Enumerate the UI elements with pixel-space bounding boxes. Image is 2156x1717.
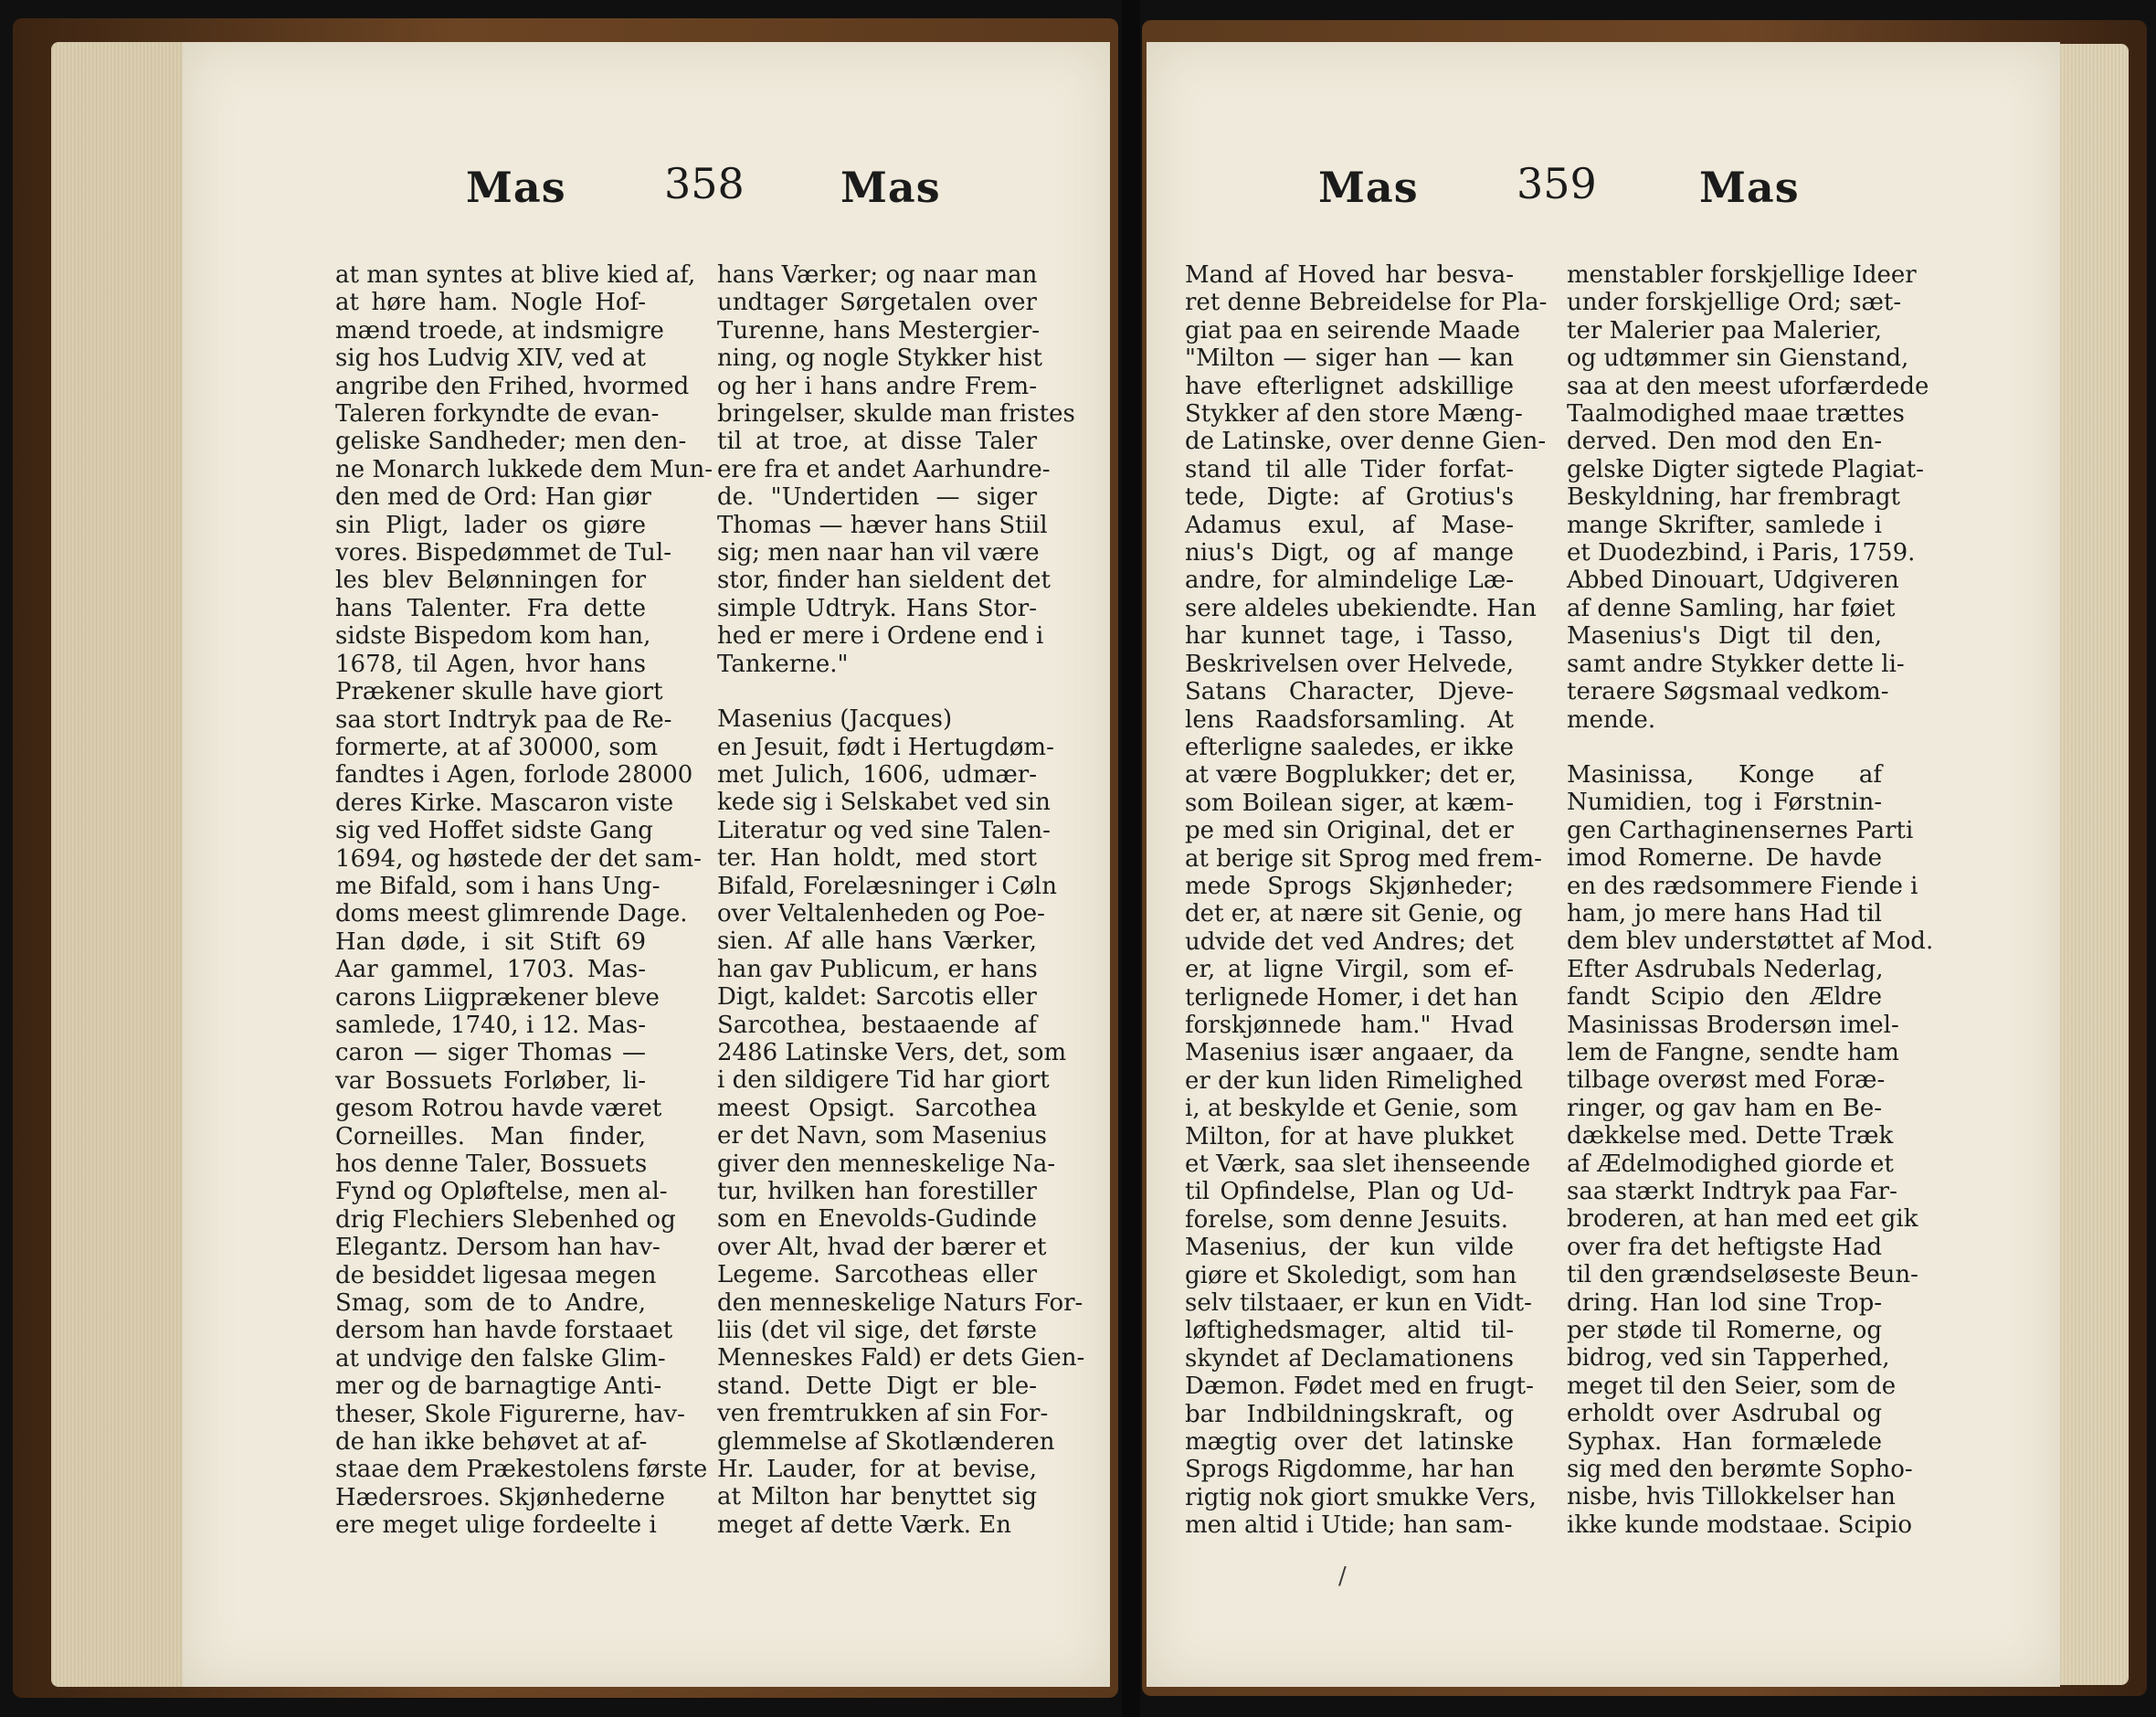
- text-line: at man syntes at blive kied af,: [335, 261, 696, 289]
- text-line: Beskrivelsen over Helvede,: [1185, 650, 1514, 678]
- paragraph-gap: [717, 678, 1037, 705]
- text-line: Turenne, hans Mestergier-: [717, 316, 1041, 344]
- text-line: Taalmodighed maae trættes: [1567, 400, 1905, 429]
- text-line: mægtig over det latinske: [1185, 1428, 1514, 1457]
- text-line: selv tilstaaer, er kun en Vidt-: [1185, 1289, 1532, 1318]
- text-line: til at troe, at disse Taler: [717, 428, 1037, 456]
- text-line: glemmelse af Skotlænderen: [717, 1427, 1055, 1456]
- text-line: sidste Bispedom kom han,: [335, 622, 651, 651]
- text-line: ne Monarch lukkede dem Mun-: [335, 455, 713, 483]
- text-line: og her i hans andre Frem-: [717, 372, 1037, 400]
- text-line: har kunnet tage, i Tasso,: [1185, 622, 1514, 651]
- text-line: Masenius især angaaer, da: [1185, 1039, 1514, 1067]
- text-line: lem de Fangne, sendte ham: [1567, 1038, 1899, 1066]
- text-line: Taleren forkyndte de evan-: [335, 400, 660, 429]
- text-line: gen Carthaginensernes Parti: [1567, 816, 1914, 844]
- text-line: caron — siger Thomas —: [335, 1039, 646, 1067]
- text-line: stor, finder han sieldent det: [717, 567, 1051, 595]
- text-line: at Milton har benyttet sig: [717, 1483, 1037, 1511]
- text-line: tur, hvilken han forestiller: [717, 1178, 1037, 1205]
- text-line: Smag, som de to Andre,: [335, 1289, 646, 1318]
- right-running-head-left: Mas: [1318, 163, 1419, 212]
- text-line: kede sig i Selskabet ved sin: [717, 789, 1051, 817]
- text-line: Mand af Hoved har besva-: [1185, 261, 1514, 289]
- text-line: derved. Den mod den En-: [1567, 428, 1882, 456]
- text-line: over Veltalenheden og Poe-: [717, 899, 1045, 927]
- text-line: Tankerne.": [717, 650, 849, 678]
- text-line: ning, og nogle Stykker hist: [717, 344, 1042, 373]
- text-line: formerte, at af 30000, som: [335, 733, 659, 761]
- text-line: som en Enevolds-Gudinde: [717, 1205, 1037, 1234]
- text-line: tilbage overøst med Foræ-: [1567, 1066, 1886, 1095]
- text-line: Sprogs Rigdomme, har han: [1185, 1456, 1515, 1484]
- text-line: en Jesuit, født i Hertugdøm-: [717, 733, 1054, 761]
- text-line: bidrog, ved sin Tapperhed,: [1567, 1344, 1890, 1373]
- text-line: til Opfindelse, Plan og Ud-: [1185, 1178, 1514, 1206]
- text-line: fandt Scipio den Ældre: [1567, 983, 1882, 1012]
- text-line: Syphax. Han formælede: [1567, 1427, 1882, 1456]
- text-line: men altid i Utide; han sam-: [1185, 1511, 1513, 1540]
- text-line: fandtes i Agen, forlode 28000: [335, 761, 693, 790]
- text-line: den menneskelige Naturs For-: [717, 1288, 1083, 1317]
- left-page: [183, 42, 1110, 1687]
- text-line: at høre ham. Nogle Hof-: [335, 289, 646, 317]
- text-line: en des rædsommere Fiende i: [1567, 872, 1918, 900]
- text-line: Masenius's Digt til den,: [1567, 622, 1882, 651]
- text-line: per støde til Romerne, og: [1567, 1317, 1882, 1345]
- text-line: som Boilean siger, at kæm-: [1185, 789, 1514, 817]
- text-line: Numidien, tog i Førstnin-: [1567, 789, 1882, 817]
- text-line: dersom han havde forstaaet: [335, 1317, 673, 1345]
- text-line: ret denne Bebreidelse for Pla-: [1185, 289, 1548, 317]
- text-line: var Bossuets Forløber, li-: [335, 1066, 646, 1095]
- text-line: "Milton — siger han — kan: [1185, 344, 1514, 373]
- text-line: Adamus exul, af Mase-: [1185, 511, 1514, 539]
- paragraph-gap: [1567, 734, 1882, 761]
- text-line: carons Liigprækener bleve: [335, 983, 660, 1012]
- right-page-column-2: [1567, 261, 1934, 1539]
- text-line: ter. Han holdt, med stort: [717, 844, 1037, 873]
- text-line: teraere Søgsmaal vedkom-: [1567, 678, 1889, 706]
- text-line: undtager Sørgetalen over: [717, 289, 1037, 317]
- text-line: nisbe, hvis Tillokkelser han: [1567, 1483, 1896, 1511]
- text-line: af Ædelmodighed giorde et: [1567, 1150, 1894, 1178]
- text-line: saa stort Indtryk paa de Re-: [335, 705, 672, 734]
- text-line: dækkelse med. Dette Træk: [1567, 1122, 1894, 1150]
- text-line: gesom Rotrou havde været: [335, 1095, 662, 1123]
- text-line: 1694, og høstede der det sam-: [335, 844, 702, 873]
- text-line: ere meget ulige fordeelte i: [335, 1511, 657, 1540]
- text-line: de Latinske, over denne Gien-: [1185, 428, 1547, 456]
- book-gutter: [1122, 0, 1140, 1717]
- text-line: imod Romerne. De havde: [1567, 844, 1882, 873]
- text-line: at berige sit Sprog med frem-: [1185, 844, 1542, 873]
- text-line: Han døde, i sit Stift 69: [335, 927, 646, 956]
- text-line: mende.: [1567, 705, 1656, 734]
- text-line: menstabler forskjellige Ideer: [1567, 261, 1917, 289]
- text-line: skyndet af Declamationens: [1185, 1344, 1514, 1373]
- text-line: meget af dette Værk. En: [717, 1510, 1012, 1539]
- text-line: et Værk, saa slet ihenseende: [1185, 1150, 1531, 1178]
- text-line: giøre et Skoledigt, som han: [1185, 1261, 1517, 1289]
- text-line: vores. Bispedømmet de Tul-: [335, 539, 672, 567]
- text-line: giver den menneskelige Na-: [717, 1150, 1056, 1178]
- text-line: ikke kunde modstaae. Scipio: [1567, 1510, 1912, 1539]
- text-line: bringelser, skulde man fristes: [717, 400, 1075, 429]
- text-line: saa stærkt Indtryk paa Far-: [1567, 1178, 1897, 1205]
- text-line: et Duodezbind, i Paris, 1759.: [1567, 539, 1916, 567]
- text-line: erholdt over Asdrubal og: [1567, 1400, 1882, 1428]
- text-line: det er, at nære sit Genie, og: [1185, 900, 1523, 928]
- text-line: theser, Skole Figurerne, hav-: [335, 1400, 685, 1428]
- text-line: de. "Undertiden — siger: [717, 483, 1037, 512]
- right-page-number: 359: [1517, 159, 1597, 208]
- text-line: den med de Ord: Han giør: [335, 483, 651, 512]
- text-line: andre, for almindelige Læ-: [1185, 567, 1514, 595]
- text-line: i den sildigere Tid har giort: [717, 1066, 1050, 1095]
- text-line: er det Navn, som Masenius: [717, 1122, 1047, 1150]
- text-line: Thomas — hæver hans Stiil: [717, 511, 1048, 539]
- text-line: Hr. Lauder, for at bevise,: [717, 1456, 1037, 1484]
- text-line: Legeme. Sarcotheas eller: [717, 1261, 1037, 1289]
- text-line: hans Talenter. Fra dette: [335, 594, 646, 622]
- text-line: Menneskes Fald) er dets Gien-: [717, 1344, 1085, 1373]
- stray-pencil-mark: /: [1338, 1563, 1347, 1590]
- text-line: Abbed Dinouart, Udgiveren: [1567, 567, 1899, 595]
- text-line: have efterlignet adskillige: [1185, 372, 1514, 400]
- text-line: over Alt, hvad der bærer et: [717, 1233, 1047, 1261]
- text-line: de besiddet ligesaa megen: [335, 1261, 657, 1289]
- text-line: sig; men naar han vil være: [717, 539, 1040, 567]
- text-line: sin Pligt, lader os giøre: [335, 511, 646, 539]
- text-line: at være Bogplukker; det er,: [1185, 761, 1517, 790]
- text-line: drig Flechiers Slebenhed og: [335, 1205, 676, 1234]
- text-line: er, at ligne Virgil, som ef-: [1185, 956, 1514, 984]
- text-line: sig med den berømte Sopho-: [1567, 1456, 1913, 1484]
- text-line: ham, jo mere hans Had til: [1567, 899, 1882, 927]
- text-line: terlignede Homer, i det han: [1185, 983, 1518, 1012]
- text-line: sien. Af alle hans Værker,: [717, 927, 1037, 956]
- left-running-head-right: Mas: [840, 163, 941, 212]
- text-line: Masinissa, Konge af: [1567, 760, 1882, 789]
- text-line: Aar gammel, 1703. Mas-: [335, 956, 646, 984]
- text-line: lens Raadsforsamling. At: [1185, 705, 1514, 734]
- text-line: han gav Publicum, er hans: [717, 955, 1038, 983]
- text-line: saa at den meest uforfærdede: [1567, 372, 1929, 400]
- text-line: Satans Character, Djeve-: [1185, 678, 1514, 706]
- text-line: dem blev understøttet af Mod.: [1567, 927, 1934, 956]
- text-line: Digt, kaldet: Sarcotis eller: [717, 983, 1037, 1012]
- text-line: sig ved Hoffet sidste Gang: [335, 817, 653, 845]
- text-line: les blev Belønningen for: [335, 567, 646, 595]
- text-line: tede, Digte: af Grotius's: [1185, 483, 1514, 512]
- text-line: Stykker af den store Mæng-: [1185, 400, 1523, 429]
- text-line: pe med sin Original, det er: [1185, 817, 1514, 845]
- text-line: løftighedsmager, altid til-: [1185, 1317, 1514, 1345]
- text-line: efterligne saaledes, er ikke: [1185, 733, 1514, 761]
- text-line: doms meest glimrende Dage.: [335, 900, 688, 928]
- left-page-column-1: [335, 261, 713, 1540]
- text-line: met Julich, 1606, udmær-: [717, 760, 1037, 789]
- text-line: broderen, at han med eet gik: [1567, 1205, 1918, 1234]
- text-line: mange Skrifter, samlede i: [1567, 511, 1882, 539]
- text-line: forelse, som denne Jesuits.: [1185, 1205, 1509, 1234]
- text-line: bar Indbildningskraft, og: [1185, 1400, 1514, 1428]
- left-page-number: 358: [664, 159, 745, 208]
- text-line: nius's Digt, og af mange: [1185, 539, 1514, 567]
- text-line: Literatur og ved sine Talen-: [717, 816, 1051, 844]
- text-line: mer og de barnagtige Anti-: [335, 1373, 662, 1401]
- text-line: simple Udtryk. Hans Stor-: [717, 594, 1037, 622]
- text-line: sig hos Ludvig XIV, ved at: [335, 344, 646, 373]
- text-line: Sarcothea, bestaaende af: [717, 1011, 1037, 1039]
- text-line: deres Kirke. Mascaron viste: [335, 789, 674, 817]
- text-line: samlede, 1740, i 12. Mas-: [335, 1011, 646, 1039]
- text-line: Masenius (Jacques): [717, 705, 953, 734]
- text-line: Masinissas Brodersøn imel-: [1567, 1011, 1899, 1039]
- text-line: gelske Digter sigtede Plagiat-: [1567, 455, 1924, 483]
- text-line: meest Opsigt. Sarcothea: [717, 1094, 1037, 1122]
- text-line: giat paa en seirende Maade: [1185, 316, 1521, 344]
- text-line: mænd troede, at indsmigre: [335, 316, 664, 344]
- text-line: Dæmon. Fødet med en frugt-: [1185, 1373, 1534, 1401]
- text-line: meget til den Seier, som de: [1567, 1372, 1897, 1400]
- text-line: angribe den Frihed, hvormed: [335, 372, 690, 400]
- text-line: at undvige den falske Glim-: [335, 1344, 666, 1373]
- text-line: stand til alle Tider forfat-: [1185, 455, 1514, 483]
- text-line: og udtømmer sin Gienstand,: [1567, 344, 1909, 373]
- text-line: udvide det ved Andres; det: [1185, 927, 1514, 956]
- text-line: over fra det heftigste Had: [1567, 1233, 1882, 1261]
- text-line: Masenius, der kun vilde: [1185, 1234, 1514, 1262]
- text-line: staae dem Prækestolens første: [335, 1456, 708, 1484]
- text-line: de han ikke behøvet at af-: [335, 1428, 648, 1457]
- right-page-column-1: [1185, 261, 1548, 1540]
- text-line: Elegantz. Dersom han hav-: [335, 1234, 661, 1262]
- text-line: dring. Han lod sine Trop-: [1567, 1288, 1882, 1317]
- text-line: samt andre Stykker dette li-: [1567, 650, 1905, 678]
- text-line: Prækener skulle have giort: [335, 678, 663, 706]
- text-line: hans Værker; og naar man: [717, 261, 1038, 289]
- text-line: geliske Sandheder; men den-: [335, 428, 687, 456]
- text-line: mede Sprogs Skjønheder;: [1185, 872, 1514, 900]
- left-running-head-left: Mas: [466, 163, 566, 212]
- text-line: af denne Samling, har føiet: [1567, 594, 1896, 622]
- text-line: 1678, til Agen, hvor hans: [335, 650, 646, 678]
- text-line: Bifald, Forelæsninger i Cøln: [717, 872, 1057, 900]
- right-running-head-right: Mas: [1699, 163, 1800, 212]
- text-line: me Bifald, som i hans Ung-: [335, 872, 661, 900]
- text-line: liis (det vil sige, det første: [717, 1317, 1037, 1345]
- text-line: hos denne Taler, Bossuets: [335, 1150, 648, 1178]
- text-line: ere fra et andet Aarhundre-: [717, 455, 1051, 483]
- text-line: Efter Asdrubals Nederlag,: [1567, 955, 1884, 983]
- text-line: ter Malerier paa Malerier,: [1567, 316, 1882, 344]
- text-line: Milton, for at have plukket: [1185, 1122, 1514, 1150]
- text-line: under forskjellige Ord; sæt-: [1567, 289, 1902, 317]
- right-page: [1147, 42, 2060, 1687]
- text-line: Corneilles. Man finder,: [335, 1122, 646, 1150]
- text-line: til den grændseløseste Beun-: [1567, 1261, 1918, 1289]
- text-line: ringer, og gav ham en Be-: [1567, 1094, 1882, 1122]
- text-line: forskjønnede ham." Hvad: [1185, 1011, 1514, 1039]
- left-page-column-2: [717, 261, 1085, 1539]
- text-line: ven fremtrukken af sin For-: [717, 1400, 1049, 1428]
- text-line: er der kun liden Rimelighed: [1185, 1066, 1523, 1095]
- text-line: stand. Dette Digt er ble-: [717, 1372, 1037, 1400]
- text-line: Beskyldning, har frembragt: [1567, 483, 1900, 512]
- text-line: sere aldeles ubekiendte. Han: [1185, 594, 1537, 622]
- text-line: i, at beskylde et Genie, som: [1185, 1095, 1518, 1123]
- text-line: rigtig nok giort smukke Vers,: [1185, 1483, 1537, 1511]
- text-line: Fynd og Opløftelse, men al-: [335, 1178, 668, 1206]
- text-line: 2486 Latinske Vers, det, som: [717, 1038, 1067, 1066]
- text-line: Hædersroes. Skjønhederne: [335, 1483, 666, 1511]
- text-line: hed er mere i Ordene end i: [717, 622, 1044, 651]
